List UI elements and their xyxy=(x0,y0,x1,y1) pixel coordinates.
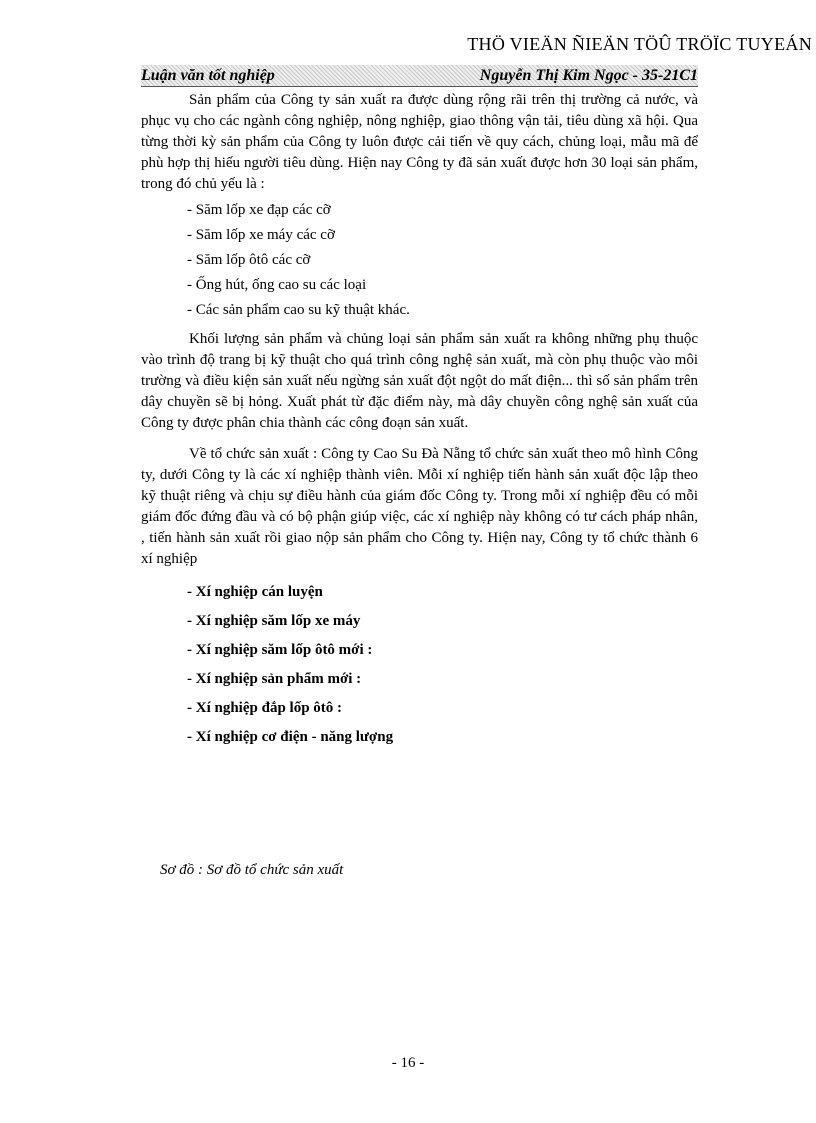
enterprise-list xyxy=(141,578,698,752)
list-item: - Xí nghiệp sản phẩm mới : xyxy=(187,671,362,687)
paragraph-production-volume: Khối lượng sản phẩm và chủng loại sản phẩm sản xuất ra không những phụ thuộc vào trình độ trang bị kỹ thuật cho quá trình công nghệ sản xuất, mà còn phụ thuộc vào môi trường và điều kiện sản xuất nếu ngừng sản xuất đột ngột do mất điện... thì số sản phẩm trên dây chuyền sẽ bị hỏng. Xuất phát từ đặc điểm này, mà dây chuyền công nghệ sản xuất của Công ty được phân chia thành các công đoạn sản xuất. xyxy=(141,331,698,431)
list-item: - Săm lốp ôtô các cỡ xyxy=(187,252,311,268)
list-item: - Các sản phẩm cao su kỹ thuật khác. xyxy=(187,302,410,318)
paragraph-products-intro: Sản phẩm của Công ty sản xuất ra được dùng rộng rãi trên thị trường cả nước, và phục vụ cho các ngành công nghiệp, nông nghiệp, giao thông vận tải, tiêu dùng xã hội. Qua từng thời kỳ sản phẩm của Công ty luôn được cải tiến về quy cách, chủng loại, mẫu mã để phù hợp thị hiếu người tiêu dùng. Hiện nay Công ty đã sản xuất được hơn 30 loại sản phẩm, trong đó chủ yếu là : xyxy=(141,92,698,192)
list-item: - Săm lốp xe đạp các cỡ xyxy=(187,202,331,218)
list-item: - Xí nghiệp săm lốp ôtô mới : xyxy=(187,642,373,658)
paragraph-organization: Về tổ chức sản xuất : Công ty Cao Su Đà Nẵng tổ chức sản xuất theo mô hình Công ty, dưới Công ty là các xí nghiệp thành viên. Mỗi xí nghiệp tiến hành sản xuất độc lập theo kỹ thuật riêng và chịu sự điều hành của giám đốc Công ty. Trong mỗi xí nghiệp đều có mỗi giám đốc đứng đầu và có bộ phận giúp việc, các xí nghiệp này không có tư cách pháp nhân, , tiến hành sản xuất rồi giao nộp sản phẩm cho Công ty. Hiện nay, Công ty tổ chức thành 6 xí nghiệp xyxy=(141,446,698,567)
page-body xyxy=(141,90,698,752)
diagram-caption: Sơ đồ : Sơ đồ tổ chức sản xuất xyxy=(160,862,344,878)
page-number: - 16 - xyxy=(391,1055,425,1071)
running-header xyxy=(141,65,698,87)
header-thesis-title: Luận văn tốt nghiệp xyxy=(141,67,275,84)
header-author: Nguyễn Thị Kim Ngọc - 35-21C1 xyxy=(479,67,698,84)
list-item: - Xí nghiệp đắp lốp ôtô : xyxy=(187,700,343,716)
list-item: - Xí nghiệp săm lốp xe máy xyxy=(187,613,361,629)
list-item: - Xí nghiệp cơ điện - năng lượng xyxy=(187,729,394,745)
product-list xyxy=(141,198,698,323)
list-item: - Xí nghiệp cán luyện xyxy=(187,584,323,600)
list-item: - Ống hút, ống cao su các loại xyxy=(187,277,367,293)
list-item: - Săm lốp xe máy các cỡ xyxy=(187,227,335,243)
library-watermark: THÖ VIEÄN ÑIEÄN TÖÛ TRÖÏC TUYEÁN xyxy=(467,34,812,54)
